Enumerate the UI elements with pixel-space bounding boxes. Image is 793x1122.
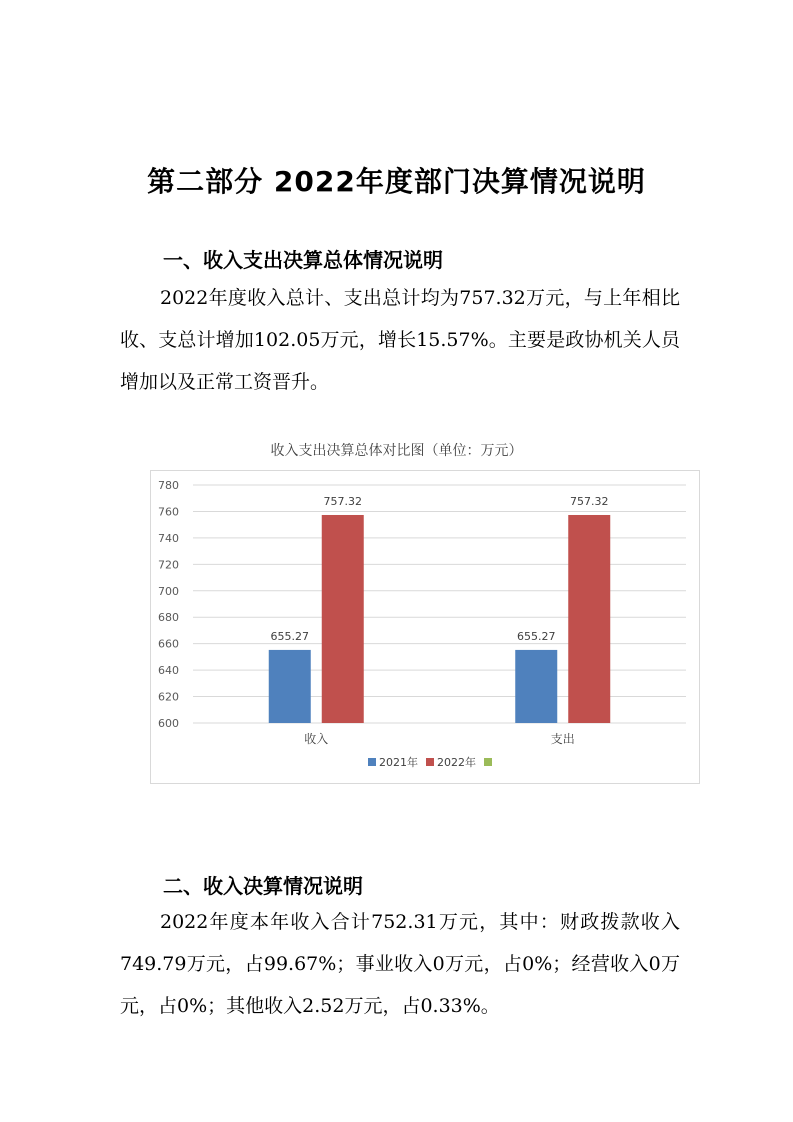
legend-swatch <box>368 758 376 766</box>
y-tick-label: 740 <box>158 531 179 545</box>
y-tick-label: 660 <box>158 637 179 651</box>
chart-title: 收入支出决算总体对比图（单位：万元） <box>270 443 523 459</box>
chart-container <box>150 470 700 784</box>
bar <box>568 515 610 723</box>
legend-label: 2021年 <box>379 756 418 769</box>
section-heading-income: 二、收入决算情况说明 <box>163 874 363 898</box>
data-label: 655.27 <box>270 629 309 643</box>
y-tick-label: 620 <box>158 690 179 704</box>
data-label: 757.32 <box>323 494 362 508</box>
y-tick-label: 680 <box>158 611 179 625</box>
section-paragraph-income-expenditure: 2022年度收入总计、支出总计均为757.32万元，与上年相比收、支总计增加102.05万元，增长15.57%。主要是政协机关人员增加以及正常工资晋升。 <box>120 287 680 393</box>
bar <box>322 515 364 723</box>
y-tick-label: 720 <box>158 558 179 572</box>
bar <box>269 650 311 723</box>
y-tick-label: 600 <box>158 717 179 730</box>
section-paragraph-income: 2022年度本年收入合计752.31万元，其中：财政拨款收入749.79万元，占99.67%；事业收入0万元，占0%；经营收入0万元，占0%；其他收入2.52万元，占0.33%。 <box>120 911 680 1017</box>
data-label: 757.32 <box>570 494 609 508</box>
x-category-label: 支出 <box>550 732 575 746</box>
y-tick-label: 700 <box>158 584 179 598</box>
data-label: 655.27 <box>517 629 556 643</box>
bar <box>515 650 557 723</box>
y-tick-label: 780 <box>158 479 179 492</box>
x-category-label: 收入 <box>304 732 329 746</box>
bar-chart <box>151 471 701 785</box>
page-title: 第二部分 2022年度部门决算情况说明 <box>147 165 646 198</box>
y-tick-label: 760 <box>158 505 179 519</box>
legend-label: 2022年 <box>437 756 476 769</box>
legend-swatch <box>426 758 434 766</box>
y-tick-label: 640 <box>158 664 179 678</box>
legend-swatch <box>484 758 492 766</box>
section-heading-income-expenditure: 一、收入支出决算总体情况说明 <box>163 248 443 272</box>
